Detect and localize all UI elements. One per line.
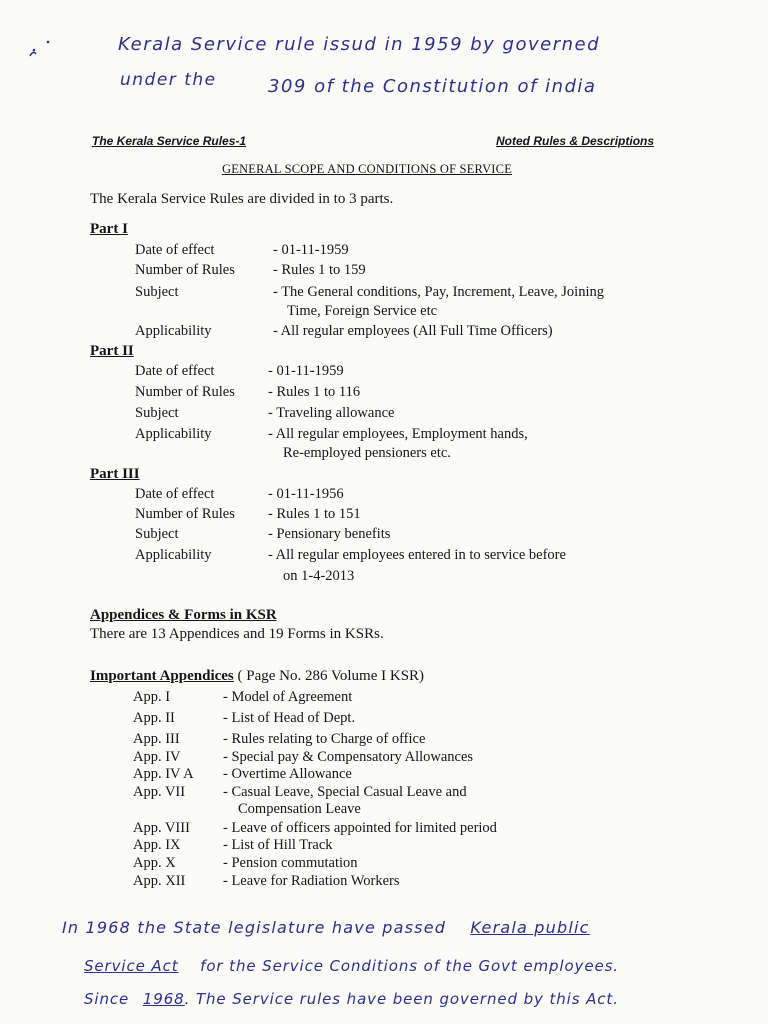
row-label: Number of Rules — [135, 384, 235, 400]
important-appendices-line — [90, 668, 424, 685]
row-label: Date of effect — [135, 363, 215, 379]
row-value: - Rules 1 to 151 — [268, 506, 361, 522]
row-label: Subject — [135, 526, 179, 542]
row-value: - 01-11-1959 — [268, 363, 344, 379]
appendix-row — [133, 689, 693, 709]
handwritten-bottom-line-2b: for the Service Conditions of the Govt employees. — [200, 957, 619, 975]
appendix-code: App. VII — [133, 784, 186, 800]
part-1-heading: Part I — [90, 221, 128, 237]
row-value: - Traveling allowance — [268, 405, 395, 421]
row-value: - All regular employees entered in to service before — [268, 547, 566, 563]
row-label: Applicability — [135, 323, 212, 339]
appendix-code: App. X — [133, 855, 176, 871]
part-2-row-subject — [135, 405, 695, 425]
part-3-row-date — [135, 486, 695, 506]
appendix-row — [133, 837, 693, 857]
row-label: Number of Rules — [135, 506, 235, 522]
row-label: Date of effect — [135, 486, 215, 502]
row-label: Subject — [135, 405, 179, 421]
appendix-row — [133, 710, 693, 730]
part-2-row-applicability — [135, 426, 695, 466]
row-value-continued: Time, Foreign Service etc — [287, 303, 438, 319]
appendix-desc: - Pension commutation — [223, 855, 358, 871]
appendix-desc: - Leave of officers appointed for limited period — [223, 820, 497, 836]
appendix-row — [133, 873, 693, 893]
row-value: - Rules 1 to 159 — [273, 262, 366, 278]
part-1-row-applicability — [135, 323, 695, 343]
handwritten-bottom-line-3b: 1968 — [142, 990, 185, 1008]
handwritten-bottom-line-2 — [84, 957, 619, 975]
important-appendices-note: ( Page No. 286 Volume I KSR) — [237, 668, 425, 684]
appendix-desc: - Overtime Allowance — [223, 766, 352, 782]
handwritten-bottom-line-1a: In 1968 the State legislature have passed — [62, 918, 447, 937]
row-value: - Pensionary benefits — [268, 526, 391, 542]
row-label: Number of Rules — [135, 262, 235, 278]
handwritten-note-line-2a: under the — [120, 70, 217, 90]
appendix-row — [133, 855, 693, 875]
appendix-desc: - Leave for Radiation Workers — [223, 873, 400, 889]
intro-text: The Kerala Service Rules are divided in to 3 parts. — [90, 191, 394, 207]
part-3-heading: Part III — [90, 466, 140, 482]
handwritten-note-line-2b: 309 of the Constitution of india — [268, 76, 597, 97]
appendix-code: App. VIII — [133, 820, 190, 836]
appendix-code: App. IV — [133, 749, 181, 765]
handwritten-note-line-1: Kerala Service rule issud in 1959 by governed — [118, 34, 601, 55]
handwritten-bottom-line-2a: Service Act — [84, 957, 179, 975]
appendix-code: App. XII — [133, 873, 186, 889]
appendix-desc: - Model of Agreement — [223, 689, 353, 705]
row-label: Applicability — [135, 547, 212, 563]
row-value: - 01-11-1956 — [268, 486, 344, 502]
row-value-continued: on 1-4-2013 — [283, 568, 355, 584]
appendix-desc: - Special pay & Compensatory Allowances — [223, 749, 474, 765]
appendix-desc: - Casual Leave, Special Casual Leave and — [223, 784, 467, 800]
handwritten-bottom-line-1b: Kerala public — [470, 918, 590, 937]
margin-scribble-mark — [26, 36, 56, 60]
row-value: - The General conditions, Pay, Increment, Leave, Joining — [273, 284, 604, 300]
part-2-row-date — [135, 363, 695, 383]
page-title: GENERAL SCOPE AND CONDITIONS OF SERVICE — [222, 162, 513, 176]
appendix-code: App. III — [133, 731, 180, 747]
appendix-row — [133, 731, 693, 751]
row-value: - All regular employees (All Full Time Officers) — [273, 323, 553, 339]
header-right-title: Noted Rules & Descriptions — [496, 134, 655, 148]
row-value: - Rules 1 to 116 — [268, 384, 361, 400]
row-value-continued: Re-employed pensioners etc. — [283, 445, 451, 461]
row-label: Date of effect — [135, 242, 215, 258]
appendix-desc-continued: Compensation Leave — [238, 801, 361, 817]
appendix-code: App. IX — [133, 837, 181, 853]
appendix-code: App. IV A — [133, 766, 194, 782]
appendix-code: App. II — [133, 710, 175, 726]
part-2-heading: Part II — [90, 343, 134, 359]
part-1-row-date — [135, 242, 695, 262]
appendices-forms-text: There are 13 Appendices and 19 Forms in KSRs. — [90, 626, 384, 642]
row-value: - 01-11-1959 — [273, 242, 349, 258]
handwritten-bottom-line-3c: . The Service rules have been governed by this Act. — [184, 990, 619, 1008]
appendices-forms-heading: Appendices & Forms in KSR — [90, 607, 277, 623]
part-3-row-number — [135, 506, 695, 526]
appendix-desc: - Rules relating to Charge of office — [223, 731, 426, 747]
appendix-code: App. I — [133, 689, 171, 705]
appendix-desc: - List of Hill Track — [223, 837, 333, 853]
row-label: Subject — [135, 284, 179, 300]
important-appendices-heading: Important Appendices — [90, 668, 234, 684]
row-value: - All regular employees, Employment hands, — [268, 426, 528, 442]
row-label: Applicability — [135, 426, 212, 442]
part-3-row-applicability — [135, 547, 695, 587]
part-2-row-number — [135, 384, 695, 404]
header-left-title: The Kerala Service Rules-1 — [92, 134, 247, 148]
appendix-row — [133, 784, 693, 822]
handwritten-bottom-line-3 — [84, 990, 619, 1008]
part-3-row-subject — [135, 526, 695, 546]
handwritten-bottom-line-1 — [62, 918, 590, 937]
appendix-row — [133, 766, 693, 786]
appendix-desc: - List of Head of Dept. — [223, 710, 356, 726]
part-1-row-subject — [135, 284, 695, 324]
part-1-row-number — [135, 262, 695, 282]
handwritten-bottom-line-3a: Since — [84, 990, 130, 1008]
